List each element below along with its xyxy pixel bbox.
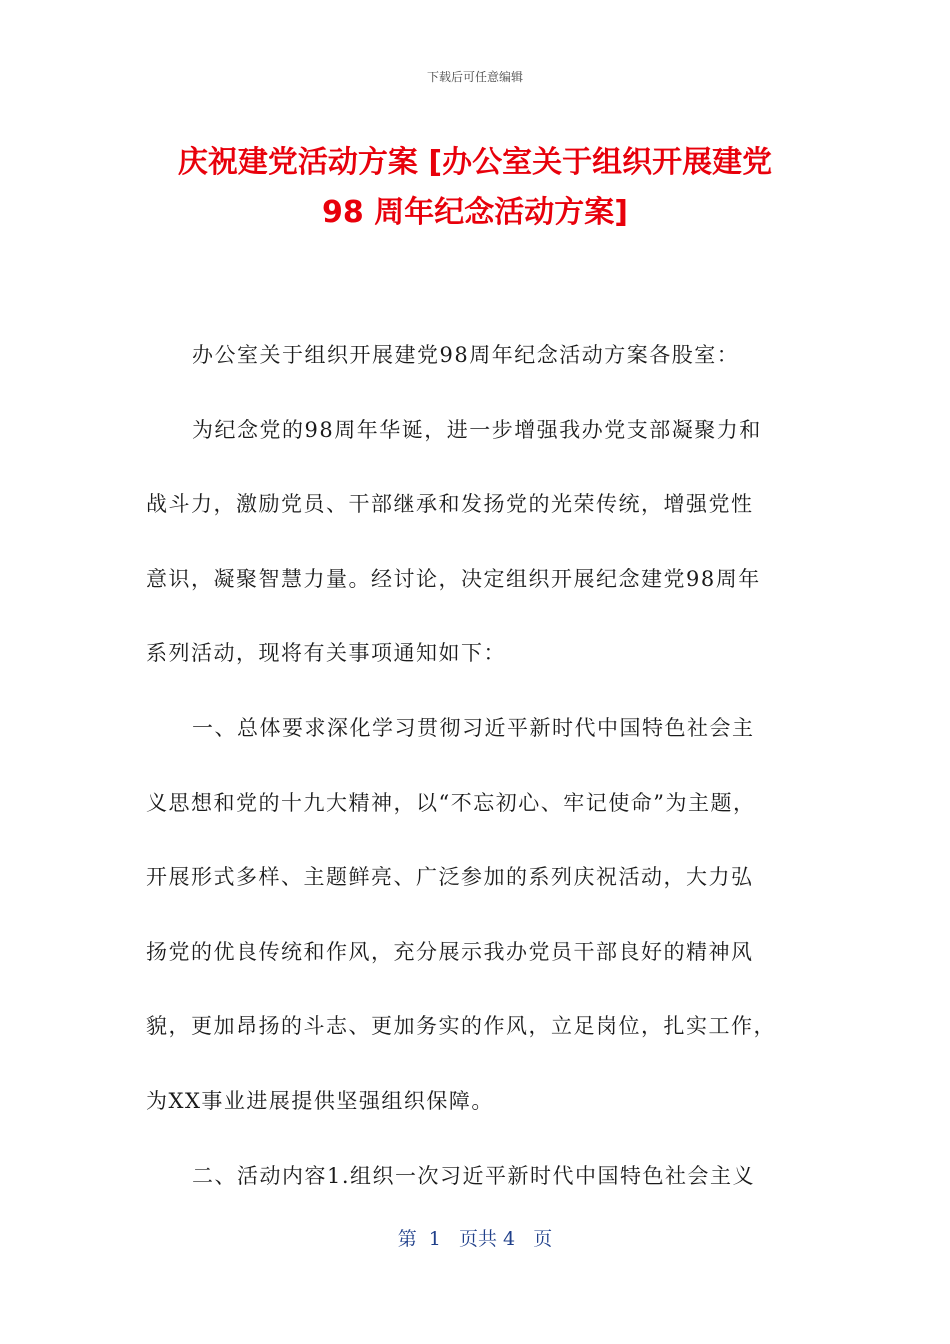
header-note: 下载后可任意编辑: [426, 70, 523, 84]
document-body: [146, 318, 806, 1213]
body-line: 扬党的优良传统和作风，充分展示我办党员干部良好的精神风: [146, 939, 754, 964]
document-title: [120, 138, 830, 238]
title-line-1: 庆祝建党活动方案 [办公室关于组织开展建党: [177, 145, 773, 180]
body-line: 为XX事业进展提供坚强组织保障。: [146, 1088, 494, 1113]
page-footer: 第 1 页共 4 页: [397, 1228, 553, 1250]
body-line: 开展形式多样、主题鲜亮、广泛参加的系列庆祝活动，大力弘: [146, 865, 754, 890]
body-line: 办公室关于组织开展建党98周年纪念活动方案各股室：: [192, 343, 740, 367]
body-line: 貌，更加昂扬的斗志、更加务实的作风，立足岗位，扎实工作，: [146, 1014, 776, 1039]
body-line: 意识，凝聚智慧力量。经讨论，决定组织开展纪念建党98周年: [146, 566, 761, 591]
body-line: 为纪念党的98周年华诞，进一步增强我办党支部凝聚力和: [192, 417, 762, 442]
body-line: 系列活动，现将有关事项通知如下：: [146, 641, 506, 666]
body-line: 战斗力，激励党员、干部继承和发扬党的光荣传统，增强党性: [146, 492, 754, 517]
body-line: 义思想和党的十九大精神，以“不忘初心、牢记使命”为主题，: [146, 790, 756, 815]
body-line: 一、总体要求深化学习贯彻习近平新时代中国特色社会主: [192, 715, 755, 740]
body-line: 二、活动内容1.组织一次习近平新时代中国特色社会主义: [192, 1163, 756, 1188]
title-line-2: 98 周年纪念活动方案]: [322, 195, 628, 230]
